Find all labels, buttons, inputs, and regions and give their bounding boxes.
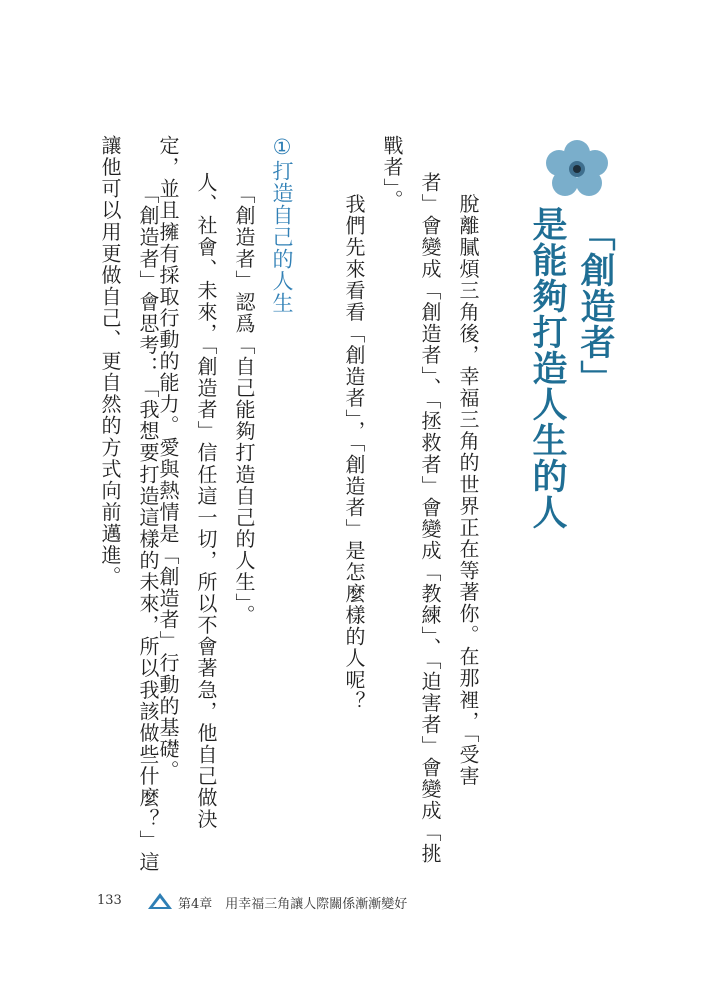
section-line-3: 定，並且擁有採取行動的能力。愛與熱情是「創造者」行動的基礎。 bbox=[156, 135, 180, 782]
section-line-5: 讓他可以用更做自己、更自然的方式向前邁進。 bbox=[98, 135, 122, 588]
section-line-2: 人、社會、未來，「創造者」信任這一切，所以不會著急，他自己做決 bbox=[194, 172, 218, 831]
paragraph-line-4: 我們先來看看「創造者」，「創造者」是怎麼樣的人呢？ bbox=[342, 172, 366, 713]
triangle-icon bbox=[148, 893, 172, 909]
title-line-1: 「創造者」 bbox=[575, 216, 615, 396]
chapter-title: 第4章 用幸福三角讓人際關係漸漸變好 bbox=[178, 897, 408, 912]
paragraph-line-2: 者」會變成「創造者」、「拯救者」會變成「教練」、「迫害者」會變成「挑 bbox=[418, 172, 442, 865]
section-line-4: 「創造者」會思考：「我想要打造這樣的未來，所以我該做些什麼？」這 bbox=[136, 172, 160, 874]
title-line-2: 是能夠打造人生的人 bbox=[527, 206, 567, 530]
section-heading: ①打造自己的人生 bbox=[270, 135, 294, 314]
paragraph-line-3: 戰者」。 bbox=[380, 135, 404, 212]
page-number: 133 bbox=[97, 893, 122, 908]
section-line-1: 「創造者」認爲「自己能夠打造自己的人生」。 bbox=[232, 172, 256, 627]
flower-icon bbox=[544, 139, 610, 197]
paragraph-line-1: 脫離膩煩三角後，幸福三角的世界正在等著你。在那裡，「受害 bbox=[456, 172, 480, 787]
